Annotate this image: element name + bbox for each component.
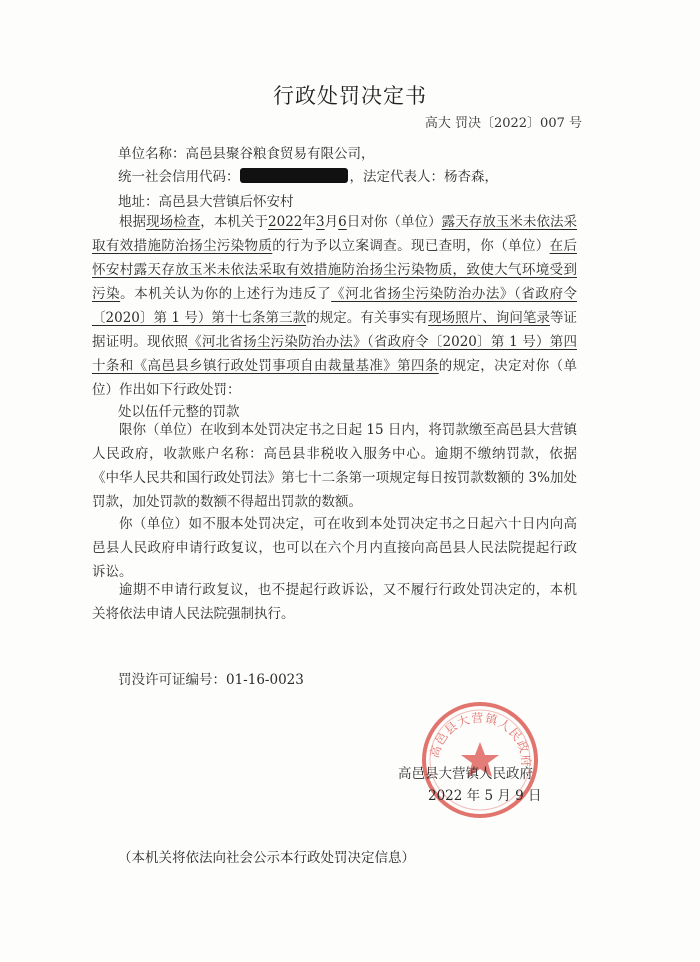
inspection-method: 现场检查 [146, 214, 201, 230]
p1-text-9: 等证据证明。现依照 [92, 310, 578, 350]
legal-representative: ，法定代表人：杨杏森， [349, 169, 498, 185]
document-title: 行政处罚决定书 [273, 84, 427, 108]
p1-text-6: 的行为予以立案调查。现已查明，你（单位） [272, 238, 550, 254]
case-day: 6 [338, 214, 347, 230]
case-month: 3 [315, 214, 325, 230]
permit-number: 罚没许可证编号：01-16-0023 [118, 672, 304, 688]
p1-text-5: 日对你（单位） [346, 214, 442, 230]
p1-text: 根据 [119, 214, 147, 230]
unit-name-line [118, 142, 375, 162]
unit-name-value: 高邑县聚谷粮食贸易有限公司， [185, 146, 375, 162]
credit-code-label: 统一社会信用代码： [118, 169, 240, 185]
paragraph-appeal: 你（单位）如不服本处罚决定，可在收到本处罚决定书之日起六十日内向高邑县人民政府申请行政复议，也可以在六个月内直接向高邑县人民法院提起行政诉讼。 [92, 516, 577, 580]
p1-text-7: 。本机关认为你的上述行为违反了 [120, 286, 332, 302]
p1-text-8: 的规定。有关事实有 [306, 310, 429, 326]
paragraph-enforcement: 逾期不申请行政复议，也不提起行政诉讼，又不履行行政处罚决定的，本机关将依法申请人民法院强制执行。 [92, 582, 577, 622]
p1-text-2: ，本机关于 [200, 214, 269, 230]
unit-name-label: 单位名称： [118, 146, 186, 162]
p1-text-3: 年 [302, 214, 316, 230]
case-subject: 露天存放玉米未依法采取有效措施防治扬尘污染物质 [92, 214, 578, 254]
evidence: 现场照片、询问笔录 [428, 310, 550, 326]
paragraph-payment: 限你（单位）在收到本处罚决定书之日起 15 日内，将罚款缴至高邑县大营镇人民政府，收款账户名称：高邑县非税收入服务中心。逾期不缴纳罚款，依据《中华人民共和国行政处罚法》第七十二条第一项规定每日按罚款数额的 3%加处罚款，加处罚款的数额不得超出罚款的数额。 [92, 422, 577, 510]
issuing-authority: 高邑县大营镇人民政府 [398, 766, 533, 782]
address-label: 地址： [118, 194, 159, 210]
case-facts: 在后怀安村露天存放玉米未依法采取有效措施防治扬尘污染物质，致使大气环境受到污染 [92, 238, 578, 302]
seal-text: 高邑县大营镇人民政府 [427, 710, 534, 768]
issue-date: 2022 年 5 月 9 日 [428, 788, 542, 804]
p1-text-4: 月 [324, 214, 339, 230]
violated-law: 《河北省扬尘污染防治办法》（省政府令〔2020〕第 1 号）第十七条第三款 [92, 286, 578, 326]
address-value: 高邑县大营镇后怀安村 [158, 194, 294, 210]
legal-basis: 《河北省扬尘污染防治办法》（省政府令〔2020〕第 1 号）第四十条和《高邑县乡镇行政处罚事项自由裁量基准》第四条 [92, 334, 578, 374]
paragraph-findings [92, 210, 577, 402]
case-year: 2022 [268, 214, 303, 230]
p1-text-10: 的规定，决定对你（单位）作出如下行政处罚： [92, 358, 578, 398]
penalty-line: 处以伍仟元整的罚款 [118, 404, 240, 420]
public-disclosure-note: （本机关将依法向社会公示本行政处罚决定信息） [118, 850, 415, 866]
redacted-credit-code [240, 168, 348, 183]
address-line [118, 190, 294, 210]
credit-code-line [118, 165, 498, 185]
document-number: 高大 罚决〔2022〕007 号 [424, 116, 582, 131]
